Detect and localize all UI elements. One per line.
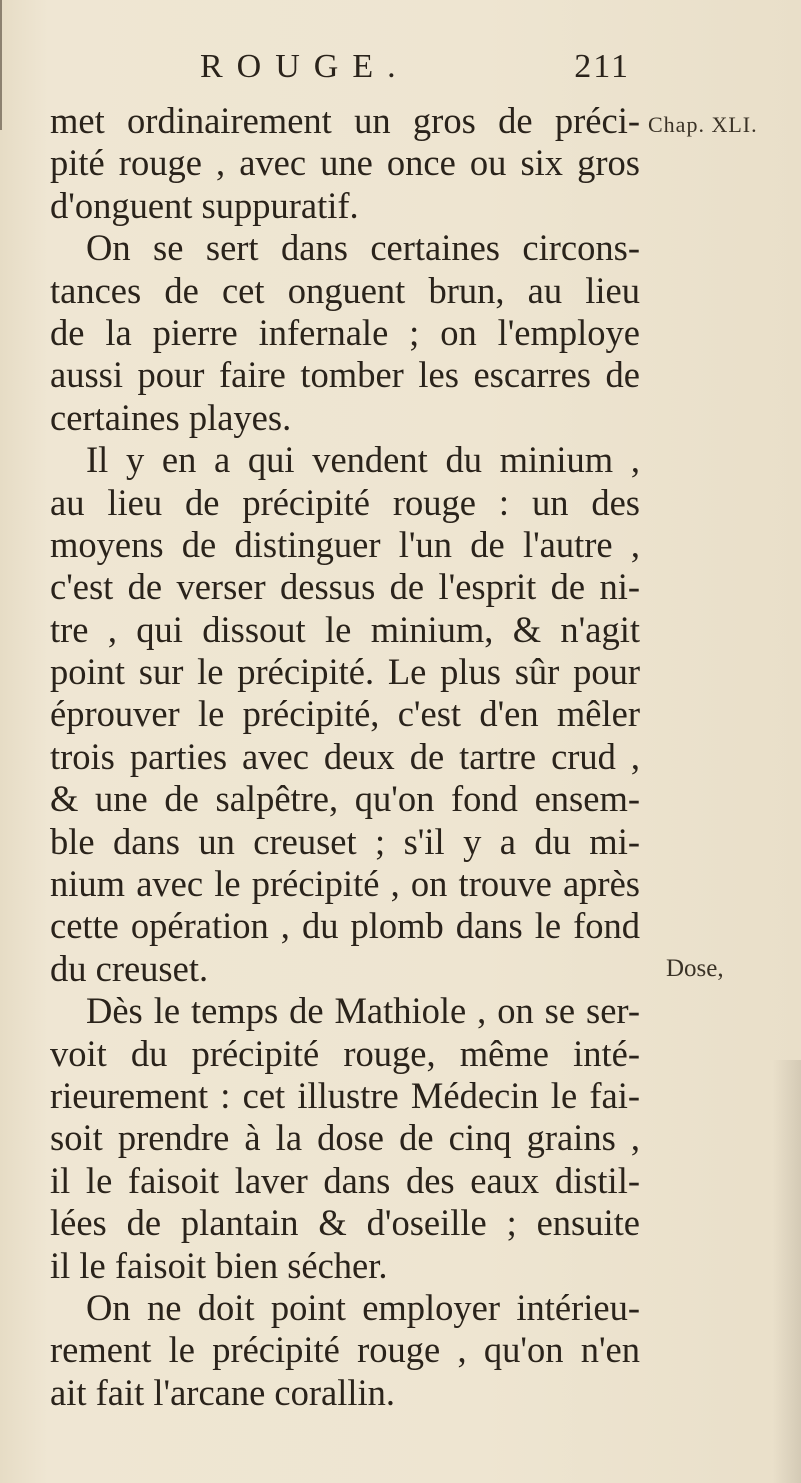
text-line: On ne doit point employer intérieu- bbox=[86, 1286, 640, 1328]
running-title: ROUGE. bbox=[200, 48, 410, 85]
text-line: On se sert dans certaines circons- bbox=[86, 227, 640, 269]
text-line: rieurement : cet illustre Médecin le fai- bbox=[50, 1074, 640, 1116]
text-line: Dès le temps de Mathiole , on se ser- bbox=[86, 990, 640, 1032]
page-edge-shadow bbox=[773, 1060, 801, 1483]
text-line: & une de salpêtre, qu'on fond ensem- bbox=[50, 778, 640, 820]
text-line: soit prendre à la dose de cinq grains , bbox=[50, 1117, 640, 1159]
margin-note-chapter: Chap. XLI. bbox=[648, 112, 758, 137]
text-line: de la pierre infernale ; on l'employe bbox=[50, 311, 640, 353]
page-number: 211 bbox=[574, 48, 630, 85]
text-line: tre , qui dissout le minium, & n'agit bbox=[50, 608, 640, 650]
text-line: éprouver le précipité, c'est d'en mêler bbox=[50, 693, 640, 735]
text-line: d'onguent suppuratif. bbox=[50, 184, 359, 226]
text-line: point sur le précipité. Le plus sûr pour bbox=[50, 651, 640, 693]
text-line: c'est de verser dessus de l'esprit de ni- bbox=[50, 566, 640, 608]
text-line: nium avec le précipité , on trouve après bbox=[50, 863, 640, 905]
text-line: ble dans un creuset ; s'il y a du mi- bbox=[50, 820, 640, 862]
text-line: voit du précipité rouge, même inté- bbox=[50, 1032, 640, 1074]
binding-edge bbox=[0, 0, 2, 130]
text-line: Il y en a qui vendent du minium , bbox=[86, 439, 640, 481]
text-line: pité rouge , avec une once ou six gros bbox=[50, 142, 640, 184]
text-line: certaines playes. bbox=[50, 396, 292, 438]
text-line: ait fait l'arcane corallin. bbox=[50, 1371, 396, 1413]
text-line: rement le précipité rouge , qu'on n'en bbox=[50, 1329, 640, 1371]
page-header bbox=[200, 48, 630, 88]
text-line: aussi pour faire tomber les escarres de bbox=[50, 354, 640, 396]
text-line: trois parties avec deux de tartre crud , bbox=[50, 735, 640, 777]
text-line: lées de plantain & d'oseille ; ensuite bbox=[50, 1202, 640, 1244]
text-line: tances de cet onguent brun, au lieu bbox=[50, 269, 640, 311]
text-line: moyens de distinguer l'un de l'autre , bbox=[50, 523, 640, 565]
margin-note-dose: Dose, bbox=[666, 955, 724, 982]
text-line: il le faisoit laver dans des eaux distil- bbox=[50, 1159, 640, 1201]
text-line: au lieu de précipité rouge : un des bbox=[50, 481, 640, 523]
text-line: cette opération , du plomb dans le fond bbox=[50, 905, 640, 947]
body-text bbox=[50, 100, 640, 1414]
text-line: met ordinairement un gros de préci- bbox=[50, 100, 640, 141]
text-line: du creuset. bbox=[50, 947, 209, 989]
text-line: il le faisoit bien sécher. bbox=[50, 1244, 388, 1286]
